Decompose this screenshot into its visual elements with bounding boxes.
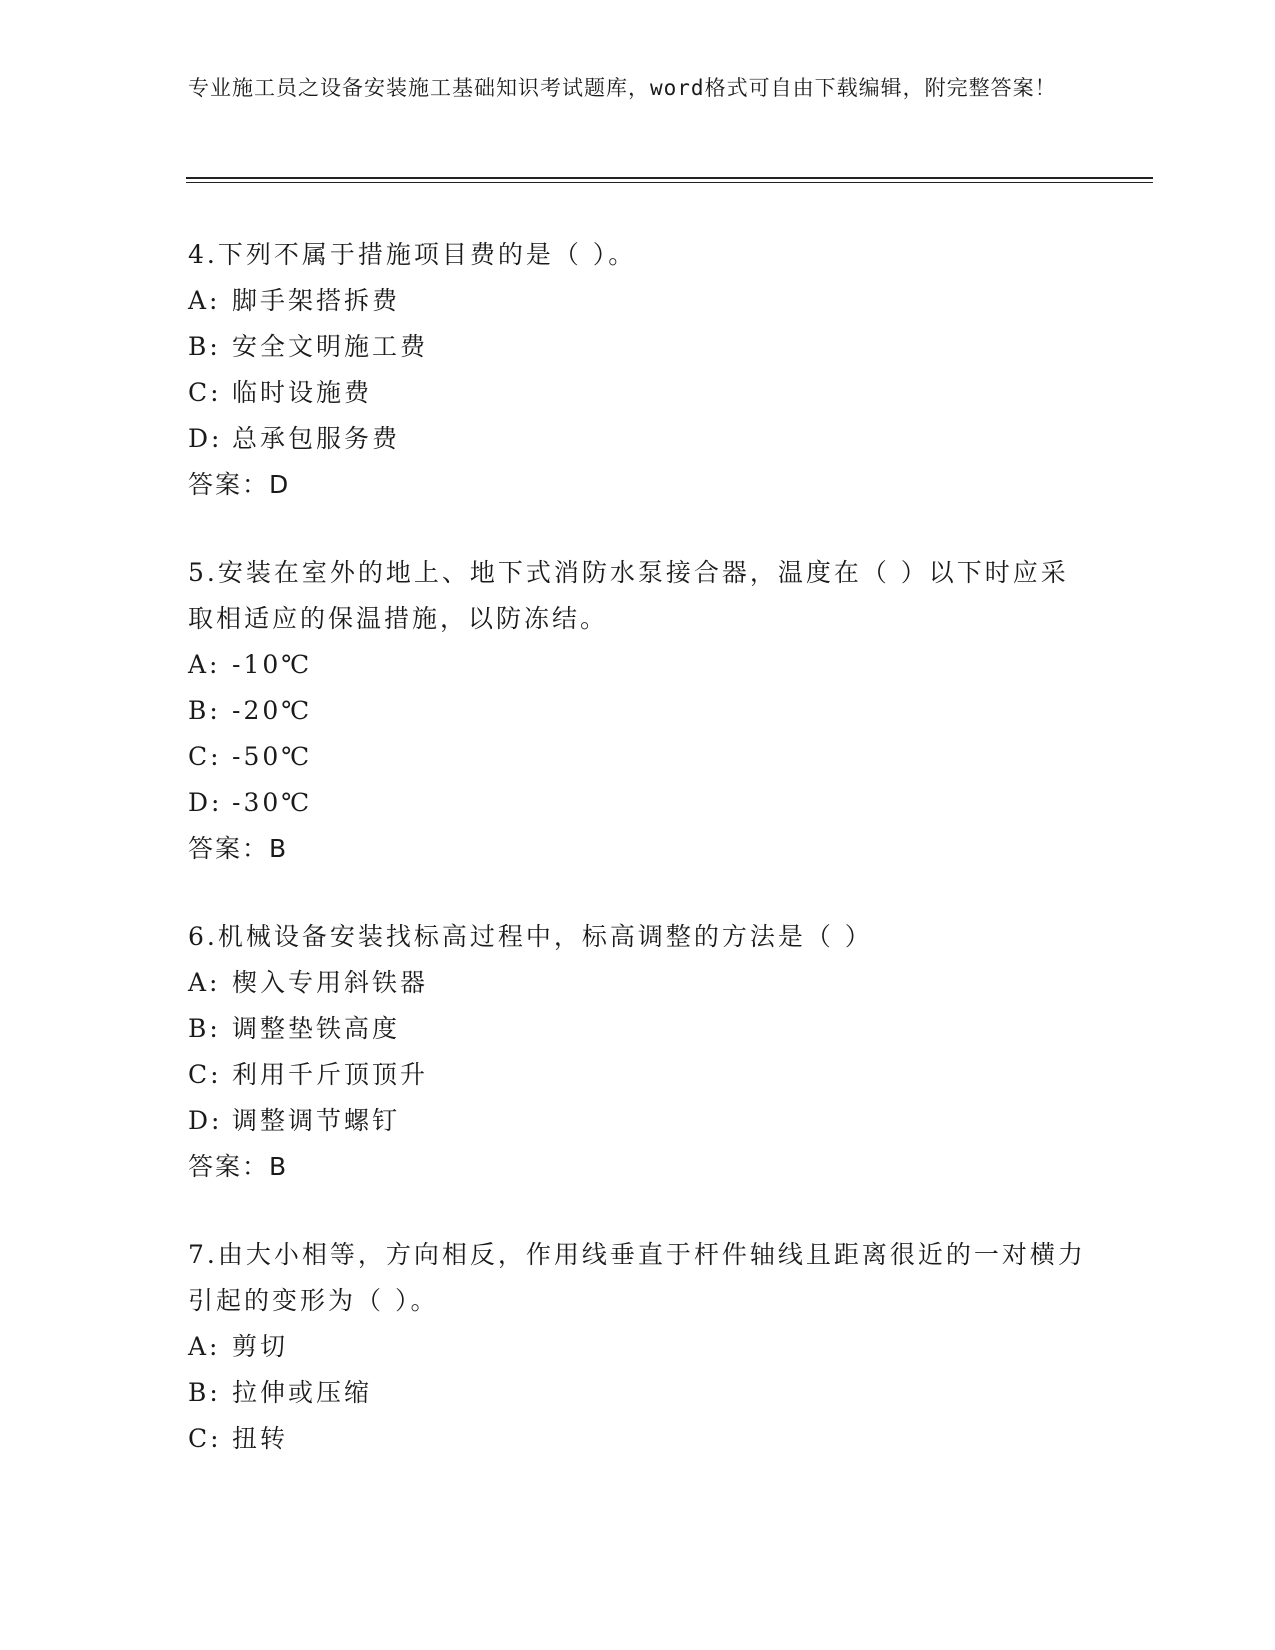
option-text: 总承包服务费 <box>232 424 401 453</box>
option-text: -20℃ <box>232 696 313 725</box>
option-text: 调整垫铁高度 <box>232 1014 401 1043</box>
option-text: 楔入专用斜铁器 <box>232 968 429 997</box>
option-a <box>188 278 1088 324</box>
option-text: 脚手架搭拆费 <box>232 286 401 315</box>
option-text: 临时设施费 <box>232 378 373 407</box>
option-d <box>188 416 1088 462</box>
option-b <box>188 688 1088 734</box>
option-key: A: <box>188 650 221 679</box>
option-c <box>188 1416 1088 1462</box>
option-text: 扭转 <box>232 1424 289 1453</box>
option-b <box>188 1370 1088 1416</box>
option-key: C: <box>188 1424 222 1453</box>
option-a <box>188 960 1088 1006</box>
option-text: 安全文明施工费 <box>232 332 429 361</box>
option-text: 拉伸或压缩 <box>232 1378 373 1407</box>
question-4 <box>188 232 1088 508</box>
option-text: -10℃ <box>232 650 313 679</box>
option-key: A: <box>188 968 221 997</box>
option-key: A: <box>188 286 221 315</box>
option-key: C: <box>188 1060 222 1089</box>
option-text: 剪切 <box>232 1332 289 1361</box>
question-6 <box>188 914 1088 1190</box>
option-d <box>188 780 1088 826</box>
question-7 <box>188 1232 1088 1462</box>
option-key: D: <box>188 1106 223 1135</box>
question-text: 7.由大小相等，方向相反，作用线垂直于杆件轴线且距离很近的一对横力引起的变形为（ ）。 <box>188 1240 1086 1315</box>
document-header: 专业施工员之设备安装施工基础知识考试题库，word格式可自由下载编辑，附完整答案！ <box>188 76 1057 100</box>
answer-line: 答案：D <box>188 470 291 499</box>
header-rule-top <box>186 177 1153 179</box>
option-key: D: <box>188 788 223 817</box>
option-key: B: <box>188 1378 221 1407</box>
option-list <box>188 278 1088 462</box>
option-c <box>188 1052 1088 1098</box>
option-b <box>188 324 1088 370</box>
option-key: B: <box>188 696 221 725</box>
answer-line: 答案：B <box>188 834 289 863</box>
option-key: B: <box>188 1014 221 1043</box>
option-text: 利用千斤顶顶升 <box>232 1060 429 1089</box>
option-key: C: <box>188 378 222 407</box>
header-rule-bottom <box>186 182 1153 183</box>
option-b <box>188 1006 1088 1052</box>
option-list <box>188 642 1088 826</box>
option-c <box>188 370 1088 416</box>
option-list <box>188 1324 1088 1462</box>
option-a <box>188 1324 1088 1370</box>
answer-line: 答案：B <box>188 1152 289 1181</box>
question-text: 6.机械设备安装找标高过程中，标高调整的方法是（ ） <box>188 922 873 951</box>
option-list <box>188 960 1088 1144</box>
option-c <box>188 734 1088 780</box>
question-5 <box>188 550 1088 872</box>
option-key: D: <box>188 424 223 453</box>
question-text: 5.安装在室外的地上、地下式消防水泵接合器，温度在（ ）以下时应采取相适应的保温措施，以防冻结。 <box>188 558 1069 633</box>
option-key: A: <box>188 1332 221 1361</box>
question-text: 4.下列不属于措施项目费的是（ ）。 <box>188 240 637 269</box>
option-d <box>188 1098 1088 1144</box>
option-text: -50℃ <box>232 742 313 771</box>
question-list <box>188 232 1088 1504</box>
option-key: B: <box>188 332 221 361</box>
option-a <box>188 642 1088 688</box>
option-text: 调整调节螺钉 <box>232 1106 401 1135</box>
option-key: C: <box>188 742 222 771</box>
option-text: -30℃ <box>232 788 313 817</box>
